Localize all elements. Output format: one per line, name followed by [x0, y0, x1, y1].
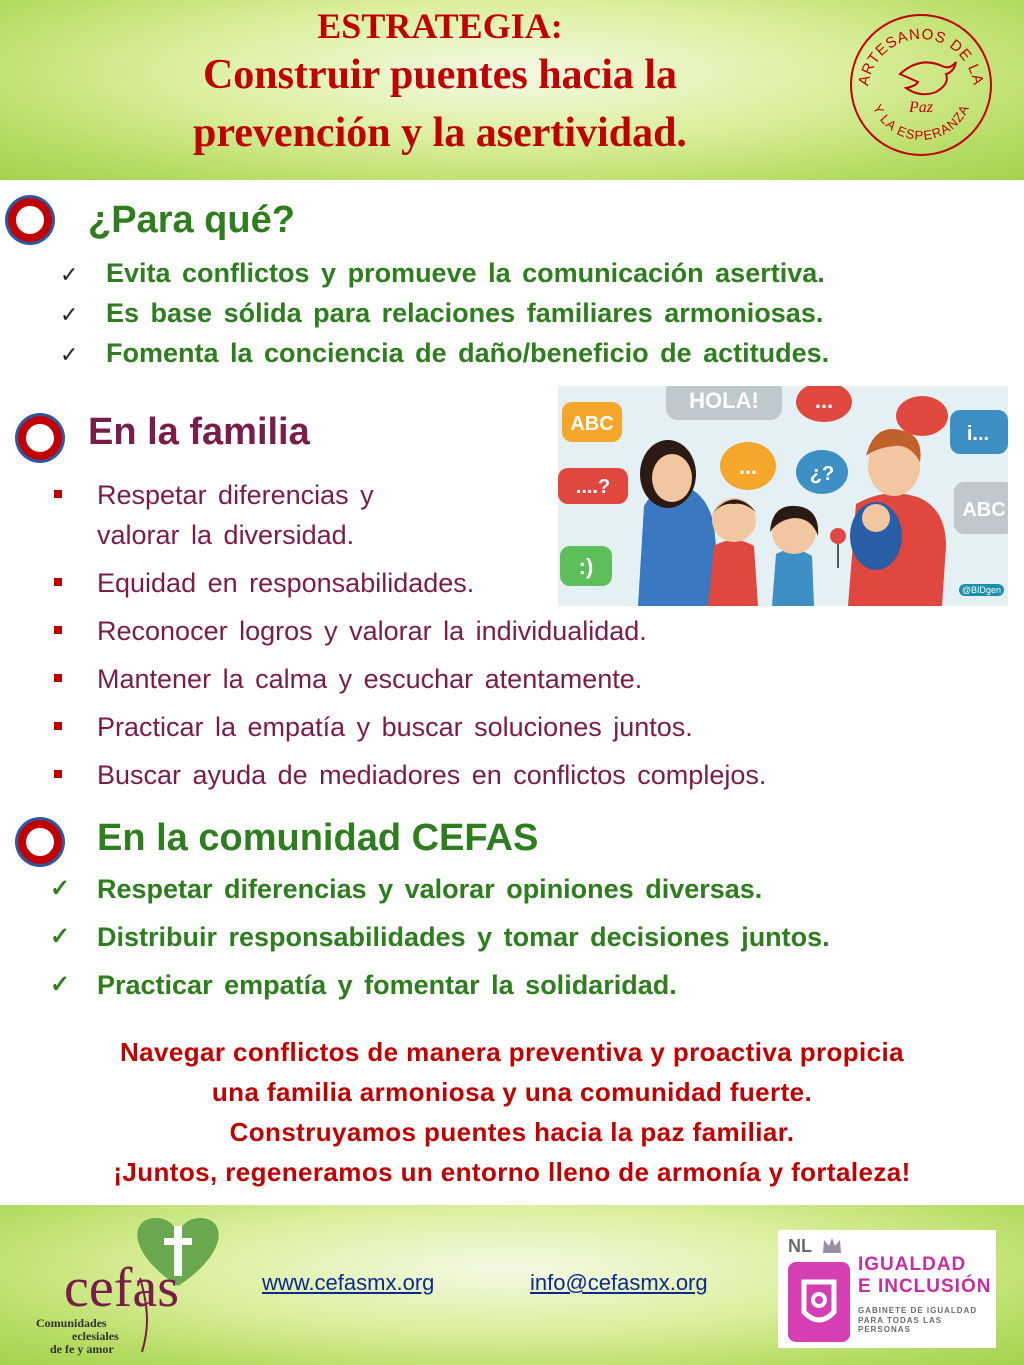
- list-item-text: Fomenta la conciencia de daño/beneficio de actitudes.: [106, 338, 830, 368]
- list-item-text: Respetar diferencias y valorar opiniones diversas.: [97, 874, 763, 904]
- list-item-text: Equidad en responsabilidades.: [97, 568, 475, 598]
- list-item: [60, 338, 1010, 378]
- list-item-text: Reconocer logros y valorar la individualidad.: [97, 616, 647, 646]
- svg-text:ARTESANOS DE LA: [855, 26, 986, 87]
- bubble-text: ¿?: [809, 463, 835, 485]
- title-kicker: ESTRATEGIA:: [317, 6, 563, 46]
- seal-text-bottom: Y LA ESPERANZA: [869, 101, 973, 143]
- cefas-tagline: eclesiales: [72, 1329, 119, 1343]
- cefas-tagline: Comunidades: [36, 1316, 107, 1330]
- checkmark-icon: ✓: [50, 875, 71, 902]
- square-bullet-icon: [54, 490, 62, 498]
- list-item: [60, 298, 1010, 338]
- list-item-text: Buscar ayuda de mediadores en conflictos complejos.: [97, 760, 767, 790]
- list-item-text: Mantener la calma y escuchar atentamente.: [97, 664, 643, 694]
- section-bullet-icon: [8, 198, 52, 242]
- checkmark-icon: ✓: [50, 971, 71, 998]
- crown-icon: [822, 1236, 842, 1254]
- page-title: [100, 6, 780, 162]
- cefas-wordmark: cefas: [64, 1257, 180, 1319]
- para-que-list: [60, 258, 1010, 378]
- closing-line: ¡Juntos, regeneramos un entorno lleno de armonía y fortaleza!: [113, 1157, 911, 1187]
- closing-line: una familia armoniosa y una comunidad fuerte.: [211, 1077, 813, 1107]
- image-credit: @BIDgen: [959, 584, 1004, 596]
- nl-title: E INCLUSIÓN: [858, 1276, 992, 1297]
- nl-emblem: [788, 1262, 850, 1342]
- email-link[interactable]: info@cefasmx.org: [530, 1270, 708, 1295]
- bubble-text: ....?: [575, 476, 611, 498]
- section-title-comunidad: En la comunidad CEFAS: [97, 817, 539, 859]
- shield-icon: [788, 1262, 850, 1342]
- artesanos-de-la-paz-seal: [848, 12, 994, 158]
- cefas-tagline: de fe y amor: [50, 1342, 114, 1356]
- square-bullet-icon: [54, 626, 62, 634]
- bubble-text: HOLA!: [689, 388, 759, 413]
- checkmark-icon: ✓: [60, 342, 79, 367]
- list-item-text: valorar la diversidad.: [97, 520, 355, 550]
- square-bullet-icon: [54, 674, 62, 682]
- title-line-2: prevención y la asertividad.: [193, 110, 687, 156]
- title-line-1: Construir puentes hacia la: [202, 52, 678, 98]
- dove-icon: [900, 62, 956, 94]
- closing-line: Construyamos puentes hacia la paz familiar.: [229, 1117, 795, 1147]
- nl-subtitle: GABINETE DE IGUALDAD: [858, 1306, 978, 1315]
- square-bullet-icon: [54, 578, 62, 586]
- section-title-familia: En la familia: [88, 411, 310, 453]
- list-item: [60, 258, 1010, 298]
- list-item-text: Practicar la empatía y buscar soluciones juntos.: [97, 712, 693, 742]
- list-item-text: Practicar empatía y fomentar la solidaridad.: [97, 970, 677, 1000]
- seal-text-mid: Paz: [909, 99, 933, 116]
- section-bullet-icon: [18, 416, 62, 460]
- nl-subtitle: PARA TODAS LAS PERSONAS: [858, 1316, 943, 1334]
- bubble-text: :): [578, 554, 594, 579]
- list-item-text: Es base sólida para relaciones familiares armoniosas.: [106, 298, 824, 328]
- nl-title: IGUALDAD: [858, 1254, 967, 1275]
- checkmark-icon: ✓: [50, 923, 71, 950]
- list-item-text: Evita conflictos y promueve la comunicación asertiva.: [106, 258, 825, 288]
- bubble-text: ABC: [570, 413, 614, 435]
- square-bullet-icon: [54, 722, 62, 730]
- list-item-text: Respetar diferencias y: [97, 480, 374, 510]
- bubble-text: i...: [966, 423, 990, 445]
- section-title-para-que: ¿Para qué?: [88, 199, 295, 241]
- square-bullet-icon: [54, 770, 62, 778]
- bubble-text: ...: [814, 388, 834, 413]
- family-illustration: [558, 386, 1008, 606]
- bubble-text: ABC: [962, 499, 1006, 521]
- cefas-logo: [30, 1212, 230, 1360]
- igualdad-inclusion-logo: [778, 1230, 996, 1348]
- seal-text-top: ARTESANOS DE LA: [855, 25, 987, 88]
- website-link[interactable]: www.cefasmx.org: [262, 1270, 435, 1295]
- bubble-text: ...: [738, 454, 758, 479]
- checkmark-icon: ✓: [60, 302, 79, 327]
- closing-line: Navegar conflictos de manera preventiva y proactiva propicia: [119, 1037, 905, 1067]
- list-item-text: Distribuir responsabilidades y tomar decisiones juntos.: [97, 922, 830, 952]
- family-conversation-image: [558, 386, 1008, 606]
- closing-message: [0, 1032, 1024, 1192]
- checkmark-icon: ✓: [60, 262, 79, 287]
- nl-label: NL: [788, 1236, 812, 1256]
- section-bullet-icon: [18, 820, 62, 864]
